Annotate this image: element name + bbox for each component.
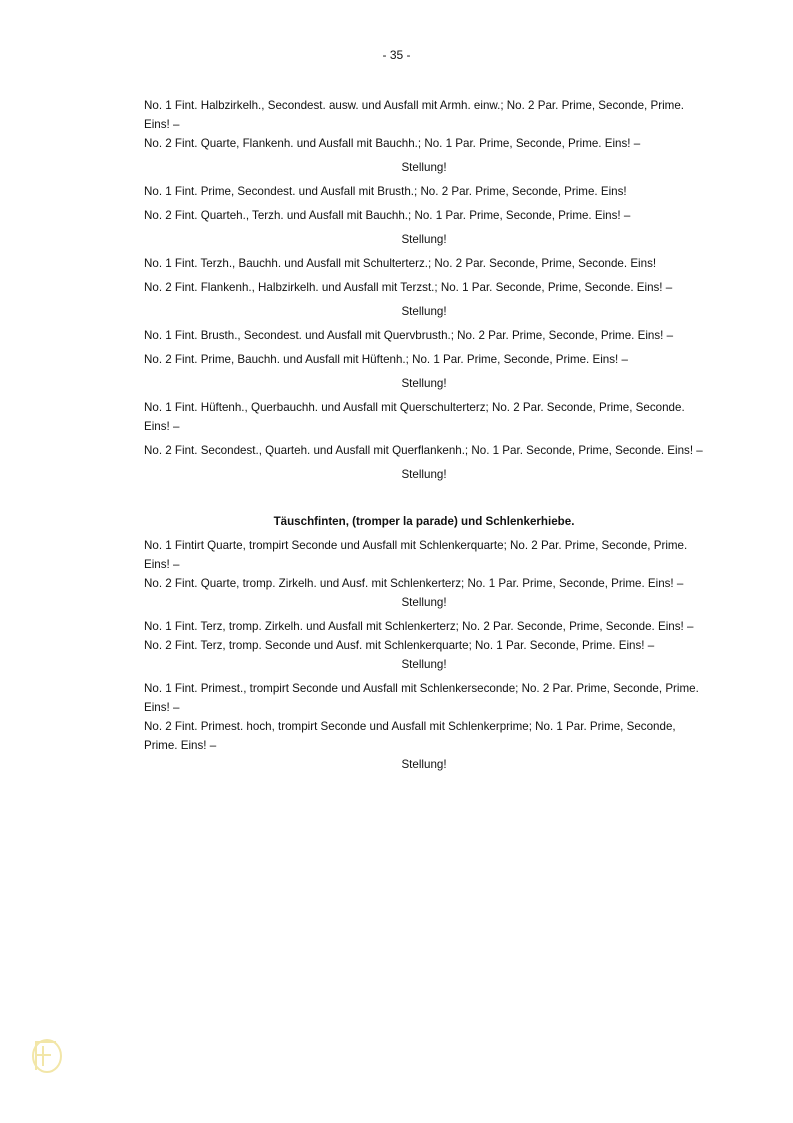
paragraph: No. 2 Fint. Prime, Bauchh. und Ausfall mit Hüftenh.; No. 1 Par. Prime, Seconde, Prime. Eins! – [144, 353, 628, 366]
section-heading: Täuschfinten, (tromper la parade) und Schlenkerhiebe. [273, 515, 575, 528]
command-line: Stellung! [401, 658, 447, 671]
page-number: - 35 - [382, 48, 411, 62]
paragraph: No. 2 Fint. Secondest., Quarteh. und Ausfall mit Querflankenh.; No. 1 Par. Seconde, Prime, Seconde. Eins! – [144, 444, 703, 457]
paragraph: No. 1 Fint. Prime, Secondest. und Ausfall mit Brusth.; No. 2 Par. Prime, Seconde, Prime. Eins! [144, 185, 627, 198]
paragraph: No. 2 Fint. Primest. hoch, trompirt Seconde und Ausfall mit Schlenkerprime; No. 1 Par. Prime, Seconde, Prime. Eins! – [144, 720, 676, 752]
paragraph: No. 1 Fint. Primest., trompirt Seconde und Ausfall mit Schlenkerseconde; No. 2 Par. Prime, Seconde, Prime. Eins! – [144, 682, 699, 714]
document-body [144, 96, 704, 779]
paragraph: No. 1 Fint. Hüftenh., Querbauchh. und Ausfall mit Querschulterterz; No. 2 Par. Seconde, Prime, Seconde. Eins! – [144, 401, 685, 433]
command-line: Stellung! [401, 233, 447, 246]
command-line: Stellung! [401, 758, 447, 771]
paragraph: No. 1 Fintirt Quarte, trompirt Seconde und Ausfall mit Schlenkerquarte; No. 2 Par. Prime, Seconde, Prime. Eins! – [144, 539, 688, 571]
command-line: Stellung! [401, 468, 447, 481]
command-line: Stellung! [401, 305, 447, 318]
command-line: Stellung! [401, 377, 447, 390]
command-line: Stellung! [401, 596, 447, 609]
paragraph: No. 1 Fint. Brusth., Secondest. und Ausfall mit Quervbrusth.; No. 2 Par. Prime, Seconde, Prime. Eins! – [144, 329, 674, 342]
paragraph: No. 2 Fint. Quarte, tromp. Zirkelh. und Ausf. mit Schlenkerterz; No. 1 Par. Prime, Seconde, Prime. Eins! – [144, 577, 684, 590]
paragraph: No. 2 Fint. Terz, tromp. Seconde und Ausf. mit Schlenkerquarte; No. 1 Par. Seconde, Prime. Eins! – [144, 639, 655, 652]
command-line: Stellung! [401, 161, 447, 174]
paragraph: No. 2 Fint. Quarte, Flankenh. und Ausfall mit Bauchh.; No. 1 Par. Prime, Seconde, Prime. Eins! – [144, 137, 641, 150]
paragraph: No. 1 Fint. Halbzirkelh., Secondest. ausw. und Ausfall mit Armh. einw.; No. 2 Par. Prime, Seconde, Prime. Eins! – [144, 99, 684, 131]
paragraph: No. 1 Fint. Terzh., Bauchh. und Ausfall mit Schulterterz.; No. 2 Par. Seconde, Prime, Seconde. Eins! [144, 257, 657, 270]
paragraph: No. 2 Fint. Quarteh., Terzh. und Ausfall mit Bauchh.; No. 1 Par. Prime, Seconde, Prime. Eins! – [144, 209, 631, 222]
f-logo-icon [30, 1036, 64, 1074]
paragraph: No. 2 Fint. Flankenh., Halbzirkelh. und Ausfall mit Terzst.; No. 1 Par. Seconde, Prime, Seconde. Eins! – [144, 281, 673, 294]
paragraph: No. 1 Fint. Terz, tromp. Zirkelh. und Ausfall mit Schlenkerterz; No. 2 Par. Seconde, Prime, Seconde. Eins! – [144, 620, 694, 633]
